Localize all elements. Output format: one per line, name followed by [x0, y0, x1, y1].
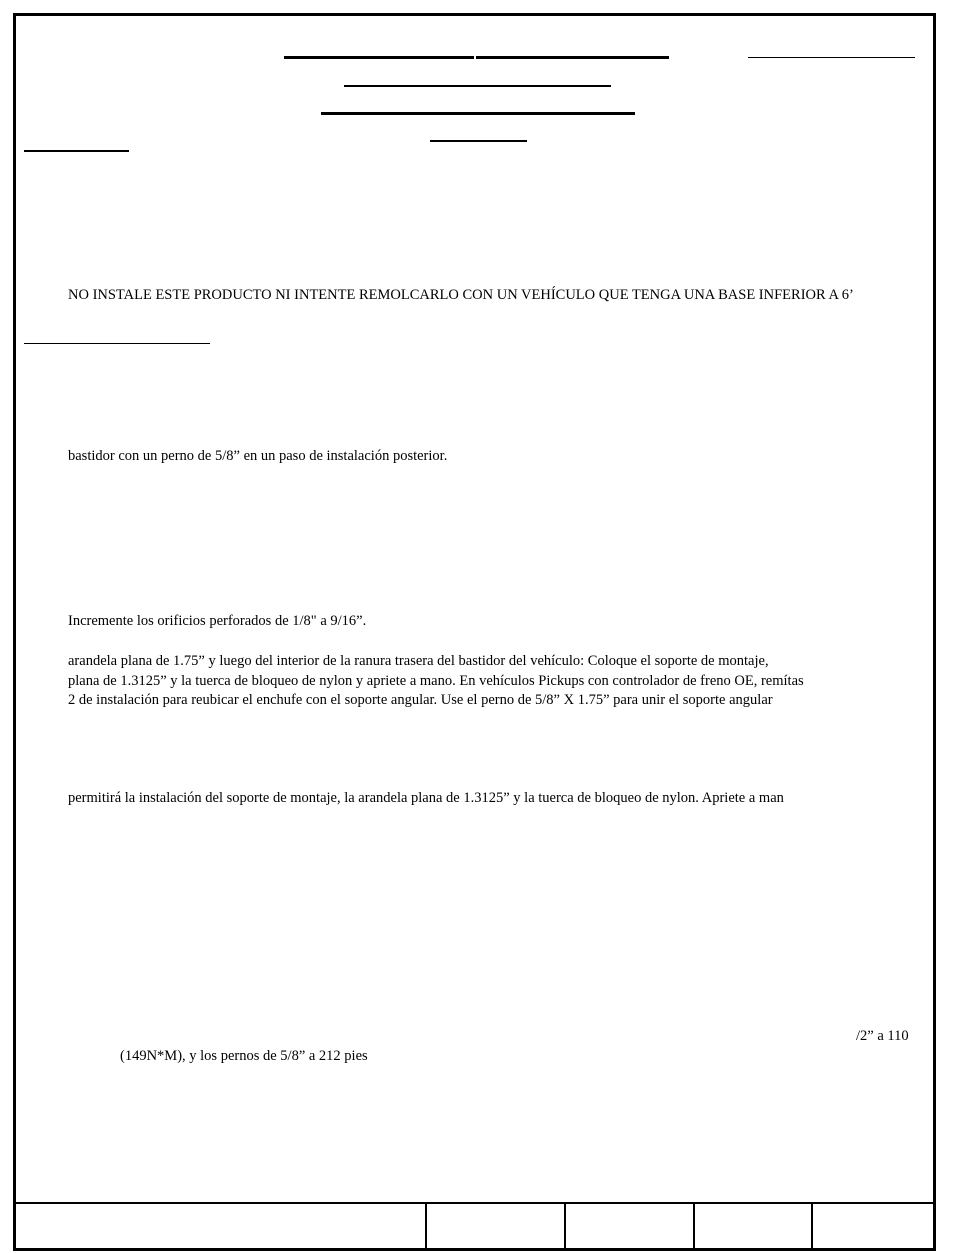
header-corner-underline: [748, 57, 915, 58]
footer-table: [15, 1202, 935, 1249]
title-underline-right: [476, 56, 669, 59]
footer-cell-2: [427, 1204, 566, 1249]
footer-cell-1: [15, 1204, 427, 1249]
arandela-line-2: plana de 1.3125” y la tuerca de bloqueo de nylon y apriete a mano. En vehículos Pickups con controlador de freno OE, remítas: [68, 673, 804, 689]
warning-line: NO INSTALE ESTE PRODUCTO NI INTENTE REMOLCARLO CON UN VEHÍCULO QUE TENGA UNA BASE INFERIOR A 6’: [68, 287, 854, 303]
title-underline-left: [284, 56, 474, 59]
arandela-line-3: 2 de instalación para reubicar el enchufe con el soporte angular. Use el perno de 5/8” X 1.75” para unir el soporte angular: [68, 692, 773, 708]
section-underline-1: [24, 150, 129, 152]
subtitle-underline-3: [430, 140, 527, 142]
footer-cell-4: [695, 1204, 813, 1249]
subtitle-underline-2: [321, 112, 635, 115]
arandela-line-1: arandela plana de 1.75” y luego del interior de la ranura trasera del bastidor del vehículo: Coloque el soporte de montaje,: [68, 653, 769, 669]
torque-right: /2” a 110: [856, 1028, 909, 1044]
incremente-line: Incremente los orificios perforados de 1/8" a 9/16”.: [68, 613, 367, 629]
bastidor-line: bastidor con un perno de 5/8” en un paso de instalación posterior.: [68, 448, 448, 464]
section-underline-2: [24, 343, 210, 344]
permitira-line: permitirá la instalación del soporte de montaje, la arandela plana de 1.3125” y la tuerca de bloqueo de nylon. Apriete a man: [68, 790, 784, 806]
footer-cell-5: [813, 1204, 935, 1249]
footer-cell-3: [566, 1204, 695, 1249]
subtitle-underline-1: [344, 85, 611, 87]
torque-left: (149N*M), y los pernos de 5/8” a 212 pies: [120, 1048, 368, 1064]
